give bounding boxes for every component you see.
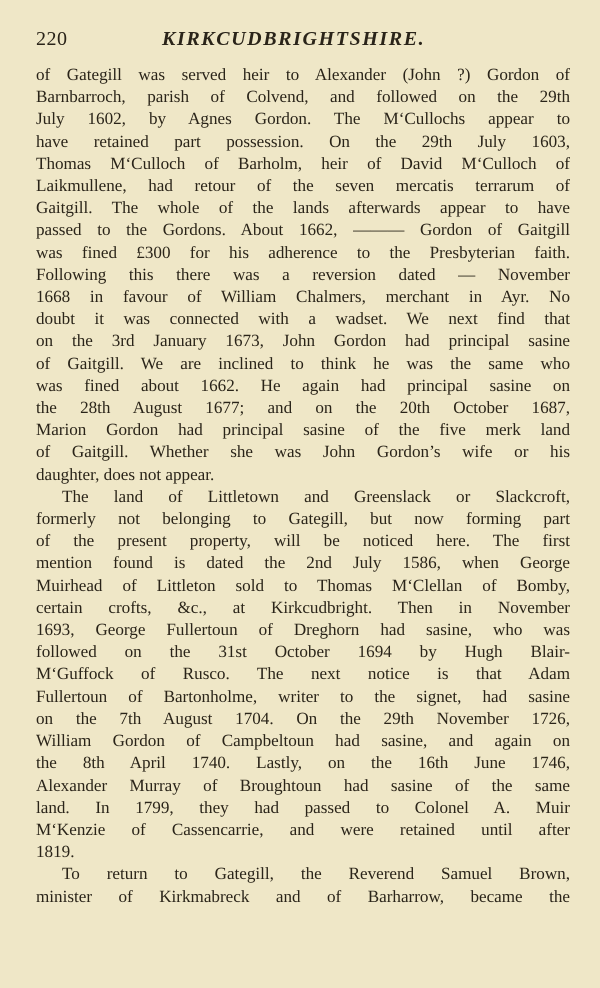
text-line: was fined about 1662. He again had principal sasine on xyxy=(36,375,570,395)
text-line: of Gategill was served heir to Alexander (John ?) Gordon of xyxy=(36,65,570,84)
text-line: 1668 in favour of William Chalmers, merchant in Ayr. No xyxy=(36,287,570,307)
text-line: of the present property, will be noticed here. The first xyxy=(36,531,570,551)
text-line: have retained part possession. On the 29th July 1603, xyxy=(36,131,570,151)
running-title: KIRKCUDBRIGHTSHIRE. xyxy=(162,28,426,50)
text-line: Following this there was a reversion dated — November xyxy=(36,264,570,284)
body-text xyxy=(36,64,570,908)
text-line: Alexander Murray of Broughtoun had sasine of the same xyxy=(36,775,570,795)
text-line: certain crofts, &c., at Kirkcudbright. Then in November xyxy=(36,597,570,617)
text-line: was fined £300 for his adherence to the Presbyterian faith. xyxy=(36,242,570,262)
text-line: land. In 1799, they had passed to Colonel A. Muir xyxy=(36,797,570,817)
text-line: formerly not belonging to Gategill, but now forming part xyxy=(36,509,570,529)
paragraph xyxy=(36,64,570,486)
text-line: the 28th August 1677; and on the 20th October 1687, xyxy=(36,398,570,418)
text-line: doubt it was connected with a wadset. We next find that xyxy=(36,309,570,329)
text-line: July 1602, by Agnes Gordon. The M‘Cullochs appear to xyxy=(36,109,570,129)
text-line: passed to the Gordons. About 1662, ——— Gordon of Gaitgill xyxy=(36,220,570,240)
text-line: Gaitgill. The whole of the lands afterwards appear to have xyxy=(36,198,570,218)
text-line: The land of Littletown and Greenslack or Slackcroft, xyxy=(62,486,570,506)
text-line: Fullertoun of Bartonholme, writer to the signet, had sasine xyxy=(36,686,570,706)
paragraph xyxy=(36,486,570,863)
running-header xyxy=(36,20,570,54)
text-line: Laikmullene, had retour of the seven mercatis terrarum of xyxy=(36,176,570,196)
text-line: Barnbarroch, parish of Colvend, and followed on the 29th xyxy=(36,87,570,107)
text-line: Thomas M‘Culloch of Barholm, heir of David M‘Culloch of xyxy=(36,153,570,173)
text-line: William Gordon of Campbeltoun had sasine, and again on xyxy=(36,731,570,751)
text-line: of Gaitgill. Whether she was John Gordon’s wife or his xyxy=(36,442,570,462)
text-line: Marion Gordon had principal sasine of the five merk land xyxy=(36,420,570,440)
text-line: followed on the 31st October 1694 by Hugh Blair- xyxy=(36,642,570,662)
text-line: on the 7th August 1704. On the 29th November 1726, xyxy=(36,708,570,728)
text-line: M‘Guffock of Rusco. The next notice is that Adam xyxy=(36,664,570,684)
text-line: To return to Gategill, the Reverend Samuel Brown, xyxy=(62,864,570,884)
paragraph xyxy=(36,863,570,907)
text-line: mention found is dated the 2nd July 1586, when George xyxy=(36,553,570,573)
text-line: 1693, George Fullertoun of Dreghorn had sasine, who was xyxy=(36,620,570,640)
text-line: daughter, does not appear. xyxy=(36,464,215,484)
text-line: Muirhead of Littleton sold to Thomas M‘Clellan of Bomby, xyxy=(36,575,570,595)
text-line: M‘Kenzie of Cassencarrie, and were retained until after xyxy=(36,819,570,839)
text-line: minister of Kirkmabreck and of Barharrow, became the xyxy=(36,886,570,906)
text-line: 1819. xyxy=(36,842,75,862)
text-line: of Gaitgill. We are inclined to think he was the same who xyxy=(36,353,570,373)
text-line: the 8th April 1740. Lastly, on the 16th June 1746, xyxy=(36,753,570,773)
page-number: 220 xyxy=(36,28,68,50)
text-line: on the 3rd January 1673, John Gordon had principal sasine xyxy=(36,331,570,351)
